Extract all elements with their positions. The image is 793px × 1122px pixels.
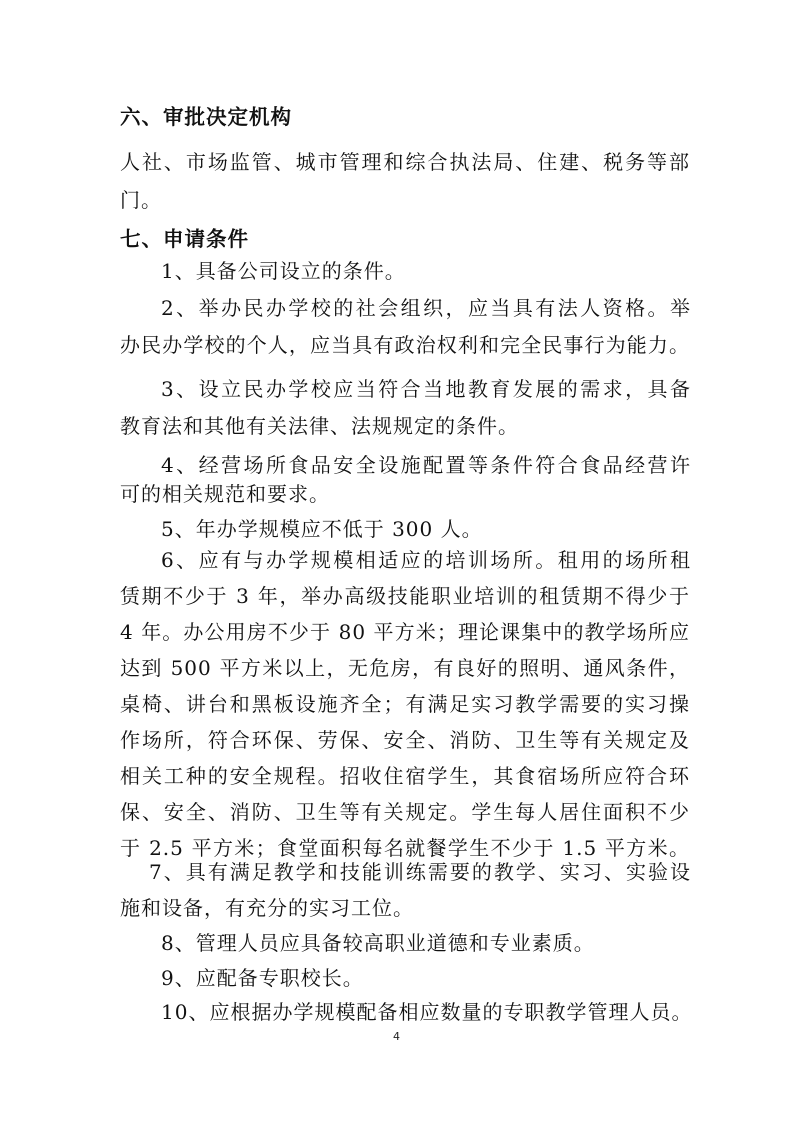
section-6-line-2: 门。 <box>120 188 162 212</box>
item-6-line-9: 于 2.5 平方米；食堂面积每名就餐学生不少于 1.5 平方米。 <box>120 836 690 860</box>
item-7-line-2: 施和设备，有充分的实习工位。 <box>120 896 414 920</box>
section-6-heading: 六、审批决定机构 <box>120 105 292 129</box>
item-6-line-1: 6、应有与办学规模相适应的培训场所。租用的场所租 <box>161 548 691 572</box>
item-4-line-1: 4、经营场所食品安全设施配置等条件符合食品经营许 <box>161 453 691 477</box>
item-9-line-1: 9、应配备专职校长。 <box>161 966 364 990</box>
item-3-line-2: 教育法和其他有关法律、法规规定的条件。 <box>120 414 519 438</box>
item-2-line-2: 办民办学校的个人，应当具有政治权利和完全民事行为能力。 <box>120 333 690 357</box>
item-6-line-7: 相关工种的安全规程。招收住宿学生，其食宿场所应符合环 <box>120 764 690 788</box>
item-4-line-2: 可的相关规范和要求。 <box>120 482 330 506</box>
item-5-line-1: 5、年办学规模应不低于 300 人。 <box>161 517 483 541</box>
section-6-line-1: 人社、市场监管、城市管理和综合执法局、住建、税务等部 <box>120 150 690 174</box>
item-6-line-5: 桌椅、讲台和黑板设施齐全；有满足实习教学需要的实习操 <box>120 692 690 716</box>
item-10-line-1: 10、应根据办学规模配备相应数量的专职教学管理人员。 <box>161 1000 693 1024</box>
item-6-line-6: 作场所，符合环保、劳保、安全、消防、卫生等有关规定及 <box>120 728 690 752</box>
item-6-line-4: 达到 500 平方米以上，无危房，有良好的照明、通风条件， <box>120 656 690 680</box>
page-number: 4 <box>393 1030 400 1043</box>
section-7-heading: 七、申请条件 <box>120 227 249 251</box>
item-6-line-3: 4 年。办公用房不少于 80 平方米；理论课集中的教学场所应 <box>120 620 690 644</box>
item-7-line-1: 7、具有满足教学和技能训练需要的教学、实习、实验设 <box>149 860 691 884</box>
item-6-line-8: 保、安全、消防、卫生等有关规定。学生每人居住面积不少 <box>120 800 690 824</box>
item-6-line-2: 赁期不少于 3 年，举办高级技能职业培训的租赁期不得少于 <box>120 584 690 608</box>
item-8-line-1: 8、管理人员应具备较高职业道德和专业素质。 <box>161 931 595 955</box>
item-1-line-1: 1、具备公司设立的条件。 <box>161 259 406 283</box>
item-2-line-1: 2、举办民办学校的社会组织，应当具有法人资格。举 <box>161 296 691 320</box>
item-3-line-1: 3、设立民办学校应当符合当地教育发展的需求，具备 <box>161 377 691 401</box>
